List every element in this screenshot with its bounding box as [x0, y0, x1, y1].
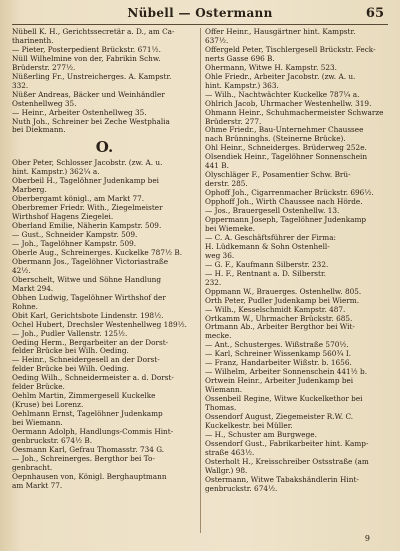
directory-entry [12, 410, 197, 428]
directory-entry [205, 207, 390, 216]
entry-continuation: 42½. [12, 265, 31, 275]
entry-line: — Gust., Schneider Kampstr. 509. [12, 231, 138, 240]
directory-entry [205, 100, 390, 109]
directory-entry [12, 339, 197, 357]
entry-line: Oeding Herm., Bergarbeiter an der Dorst- [12, 338, 169, 347]
entry-line: Ossenbeil Regine, Witwe Kuckelkethor bei [205, 395, 363, 404]
entry-line: Nüll Wilhelmine von der, Fabrikin Schw. [12, 54, 161, 63]
running-head [0, 6, 400, 22]
directory-entry [12, 73, 197, 91]
entry-line: Ober Peter, Schlosser Jacobstr. (zw. A. u. [12, 159, 163, 168]
directory-entry [12, 294, 197, 312]
entry-line: Oberland Emilie, Näherin Kampstr. 509. [12, 222, 162, 231]
directory-entry [205, 270, 390, 288]
directory-entry [12, 312, 197, 321]
entry-line: Oehlmann Ernst, Tagelöhner Judenkamp [12, 410, 163, 419]
directory-entry [12, 473, 197, 491]
directory-entry [205, 341, 390, 350]
entry-continuation: hint. Kampstr.) 363. [205, 80, 279, 90]
entry-line: Ossendorf Gust., Fabrikarbeiter hint. Kamp- [205, 439, 369, 448]
directory-entry [205, 73, 390, 91]
directory-entry [205, 359, 390, 368]
directory-entry [12, 356, 197, 374]
left-column [12, 28, 197, 491]
directory-entry [12, 428, 197, 446]
entry-line: Ortwein Heinr., Arbeiter Judenkamp bei [205, 377, 354, 386]
entry-continuation: Wallgr.) 98. [205, 465, 248, 475]
entry-continuation: derstr. 285. [205, 179, 248, 189]
entry-continuation: mecke. [205, 331, 232, 341]
entry-line: Oesmann Karl, Gefrau Thomasstr. 734 G. [12, 445, 165, 454]
directory-entry [12, 276, 197, 294]
directory-entry [12, 455, 197, 473]
entry-continuation: genbruckstr. 674½. [205, 483, 278, 493]
entry-continuation: bei Wiemann. [12, 418, 63, 428]
directory-entry [205, 64, 390, 73]
entry-continuation: felder Brücke bei Wilh. Oeding. [12, 364, 129, 374]
entry-line: — Franz, Handarbeiter Wißstr. b. 1656. [205, 359, 352, 368]
directory-entry [205, 368, 390, 377]
directory-entry [205, 234, 390, 261]
directory-entry [12, 392, 197, 410]
directory-entry [205, 288, 390, 297]
entry-continuation: Marberg. [12, 185, 47, 195]
directory-entry [205, 395, 390, 413]
entry-line: Ostermann, Witwe Tabakshändlerin Hint- [205, 475, 359, 484]
directory-entry [205, 46, 390, 64]
directory-entry [12, 446, 197, 455]
entry-line: — G. F., Kaufmann Silberstr. 232. [205, 260, 329, 269]
entry-line: Ochel Hubert, Drechsler Westenhellweg 189½. [12, 320, 187, 329]
entry-line: Oberle Aug., Schreinerges. Kuckelke 787½ B. [12, 248, 183, 257]
directory-entry [12, 231, 197, 240]
directory-entry [205, 306, 390, 315]
entry-continuation: hint. Kampstr.) 362¼ a. [12, 167, 100, 177]
directory-entry [12, 249, 197, 258]
directory-entry [12, 118, 197, 136]
entry-line: Orth Peter, Pudler Judenkamp bei Wierm. [205, 296, 360, 305]
directory-entry [205, 126, 390, 144]
directory-entry [205, 315, 390, 324]
directory-entry [205, 413, 390, 431]
entry-continuation: 637½. [205, 35, 229, 45]
entry-line: Oppmann W., Brauerges. Ostenhellw. 805. [205, 287, 362, 296]
directory-entry [205, 144, 390, 153]
directory-entry [205, 377, 390, 395]
entry-continuation: 332. [12, 80, 29, 90]
entry-line: — C. A. Geschäftsführer der Firma: [205, 233, 337, 242]
signature-mark: 9 [364, 534, 370, 543]
entry-line: Oppermann Joseph, Tagelöhner Judenkamp [205, 216, 367, 225]
directory-entry [12, 159, 197, 177]
entry-line: — Joh., Schreinerges. Bergthor bei To- [12, 454, 155, 463]
header-rule [12, 24, 388, 25]
directory-entry [12, 321, 197, 330]
entry-line: — Wilh., Kesselschmidt Kampstr. 487. [205, 305, 346, 314]
entry-line: Ohle Friedr., Arbeiter Jacobstr. (zw. A. u. [205, 72, 356, 81]
entry-continuation: tharinenth. [12, 35, 54, 45]
entry-line: Ohermann, Witwe H. Kampstr. 523. [205, 63, 337, 72]
entry-line: — Heinr., Arbeiter Ostenhellweg 35. [12, 108, 147, 117]
entry-line: Oehlm Martin, Zimmergesell Kuckelke [12, 392, 156, 401]
column-divider [200, 28, 201, 533]
entry-line: — Pieter, Posterpedient Brückstr. 671½. [12, 45, 161, 54]
directory-entry [205, 28, 390, 46]
directory-entry [205, 189, 390, 198]
entry-line: — H. F., Rentnant a. D. Silberstr. [205, 269, 326, 278]
entry-continuation: Wirthshof Hagens Ziegelei. [12, 212, 114, 222]
directory-entry [12, 374, 197, 392]
entry-continuation: nach Brünninghs. (Steinerne Brücke). [205, 134, 346, 144]
entry-line: Nuth Joh., Schreiner bei Zeche Westphalia [12, 117, 170, 126]
page-number: 65 [365, 6, 384, 21]
directory-entry [12, 330, 197, 339]
entry-line: Olyschläger F., Posamentier Schw. Brü- [205, 171, 351, 180]
entry-line: Ohl Heinr., Schneiderges. Brüderweg 252e. [205, 144, 367, 153]
entry-line: — Ant., Schusterges. Wißstraße 570½. [205, 341, 349, 350]
entry-line: Ohme Friedr., Bau-Unternehmer Chaussee [205, 126, 364, 135]
entry-continuation: Brüderstr. 277½. [12, 62, 76, 72]
entry-continuation: Rohne. [12, 301, 38, 311]
entry-continuation: genbruckstr. 674½ B. [12, 435, 93, 445]
directory-entry [12, 28, 197, 46]
directory-entry [205, 297, 390, 306]
entry-line: Opphoff Joh., Wirth Chaussee nach Hörde. [205, 198, 363, 207]
directory-entry [205, 109, 390, 127]
entry-line: — Karl, Schreiner Wissenkamp 560¾ I. [205, 350, 352, 359]
right-column [205, 28, 390, 494]
entry-line: — Wilhelm, Arbeiter Sonnenschein 441½ b. [205, 368, 368, 377]
entry-line: Ortmann Ab., Arbeiter Bergthor bei Wit- [205, 323, 355, 332]
entry-line: Nüßer Andreas, Bäcker und Weinhändler [12, 90, 165, 99]
directory-entry [12, 55, 197, 73]
entry-continuation: straße 463½. [205, 447, 255, 457]
entry-continuation: 441 B. [205, 161, 229, 171]
entry-line: Oberbremer Friedr. With., Ziegelmeister [12, 204, 163, 213]
directory-entry [12, 222, 197, 231]
directory-entry [12, 258, 197, 276]
entry-continuation: Brüderstr. 277. [205, 116, 262, 126]
entry-line: Oeding Wilh., Schneidermeister a. d. Dorst- [12, 374, 174, 383]
directory-entry [205, 153, 390, 171]
entry-line: Obermann Jos., Tagelöhner Victoriastraße [12, 257, 169, 266]
entry-line: — H., Schuster am Burgwege. [205, 430, 317, 439]
directory-entry [205, 476, 390, 494]
entry-continuation: nerts Gasse 696 B. [205, 53, 275, 63]
entry-continuation: am Markt 77. [12, 480, 63, 490]
section-letter: O. [95, 138, 114, 157]
entry-line: Nübell K. H., Gerichtssecretär a. D., am Ca- [12, 28, 175, 36]
entry-line: Osterholt H., Kreisschreiber Ostsstraße (am [205, 457, 369, 466]
entry-line: Oepnhausen von, Königl. Berghauptmann [12, 472, 167, 481]
directory-entry [12, 204, 197, 222]
directory-entry [205, 261, 390, 270]
directory-entry [12, 240, 197, 249]
directory-entry [12, 91, 197, 109]
entry-line: — Jos., Brauergesell Ostenhellw. 13. [205, 207, 340, 216]
entry-line: Olsendiek Heinr., Tagelöhner Sonnenschein [205, 153, 368, 162]
entry-line: Ophoff Joh., Cigarrenmacher Brückstr. 696½. [205, 189, 374, 198]
entry-line: Offer Heinr., Hausgärtner hint. Kampstr. [205, 28, 356, 36]
entry-line: — Heinr., Schneidergesell an der Dorst- [12, 356, 160, 365]
entry-continuation: felder Brücke. [12, 382, 65, 392]
entry-continuation: Wiemann. [205, 385, 243, 395]
directory-entry [205, 350, 390, 359]
directory-entry [205, 198, 390, 207]
directory-entry [205, 440, 390, 458]
entry-continuation: 232. [205, 277, 222, 287]
entry-continuation: bei Diekmann. [12, 125, 66, 135]
entry-line: — Joh., Pudler Vallenstr. 125½. [12, 329, 128, 338]
directory-entry [205, 323, 390, 341]
entry-line: Ossendorf August, Ziegemeister R.W. C. [205, 412, 354, 421]
entry-continuation: bei Wiemeke. [205, 223, 255, 233]
directory-entry [12, 177, 197, 195]
entry-continuation: Markt 294. [12, 283, 54, 293]
entry-line: — Joh., Tagelöhner Kampstr. 509. [12, 240, 137, 249]
entry-line: Ohmann Heinr., Schuhmachermeister Schwarze [205, 108, 384, 117]
entry-continuation: Kuckelkestr. bei Müller. [205, 420, 293, 430]
entry-line: Oberbergamt königl., am Markt 77. [12, 195, 145, 204]
directory-entry [12, 195, 197, 204]
entry-line: Obit Karl, Gerichtsbote Lindenstr. 198½. [12, 311, 164, 320]
entry-line: Oermann Adolph, Handlungs-Commis Hint- [12, 428, 174, 437]
entry-line: Ortkamm W., Uhrmacher Brückstr. 685. [205, 314, 353, 323]
entry-continuation: felder Brücke bei Wilh. Oeding. [12, 346, 129, 356]
entry-line: Nüßerling Fr., Unstreicherges. A. Kampstr. [12, 72, 172, 81]
entry-line: Offergeld Peter, Tischlergesell Brückstr. Feck- [205, 45, 376, 54]
directory-entry [205, 171, 390, 189]
directory-entry [205, 458, 390, 476]
directory-entry [205, 431, 390, 440]
entry-line: Oberschelt, Witwe und Söhne Handlung [12, 275, 162, 284]
directory-entry [12, 46, 197, 55]
entry-line: — Wilh., Nachtwächter Kuckelke 787¼ a. [205, 90, 360, 99]
entry-continuation: (Kruse) bei Lorenz. [12, 400, 84, 410]
entry-line: Ohlrich Jacob, Uhrmacher Westenhellw. 319. [205, 99, 372, 108]
entry-continuation: Ostenhellweg 35. [12, 98, 77, 108]
page-title: Nübell — Ostermann [127, 6, 273, 20]
directory-entry [12, 109, 197, 118]
entry-continuation: genbracht. [12, 462, 53, 472]
entry-continuation: weg 36. [205, 250, 235, 260]
entry-continuation: Thomas. [205, 403, 237, 413]
directory-entry [205, 91, 390, 100]
entry-line: Oberbeil H., Tagelöhner Judenkamp bei [12, 177, 159, 186]
entry-line: Obhen Ludwig, Tagelöhner Wirthshof der [12, 293, 166, 302]
entry-continuation: H. Lüdkemann & Sohn Ostenhell- [205, 241, 330, 251]
directory-entry [205, 216, 390, 234]
